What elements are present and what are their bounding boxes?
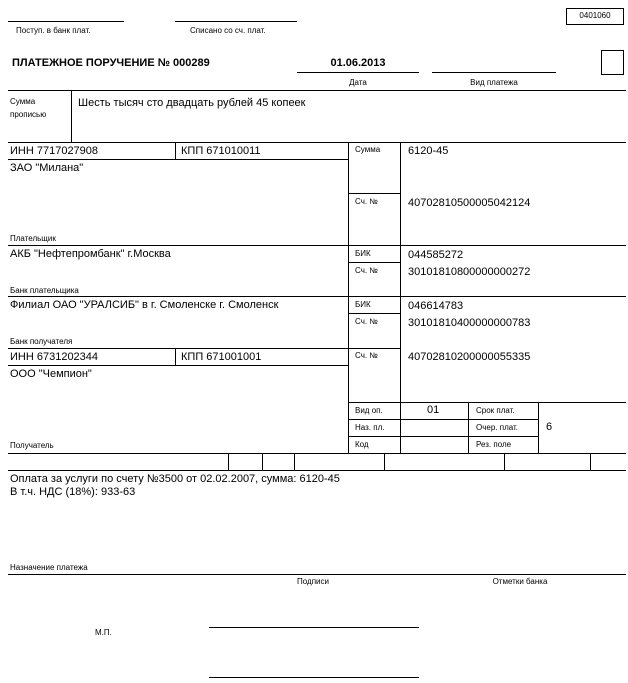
- payee-account-bottom-line: [348, 402, 626, 403]
- payer-bik-line: [348, 262, 400, 263]
- tax-row-bottom-line: [8, 470, 626, 471]
- payee-account: 40702810200000055335: [408, 351, 531, 363]
- payer-account: 40702810500005042124: [408, 197, 531, 209]
- tax-cell-divider-4: [384, 453, 385, 470]
- purpose-bottom-line: [8, 574, 626, 575]
- payee-corr: 30101810400000000783: [408, 317, 531, 329]
- grid-line-bottom: [8, 453, 626, 454]
- signature-line-2: [209, 677, 419, 678]
- date-label: Дата: [349, 78, 367, 87]
- op-type-line: [348, 419, 538, 420]
- payer-name: ЗАО "Милана": [10, 162, 84, 174]
- payee-name: ООО "Чемпион": [10, 368, 92, 380]
- tax-cell-divider-2: [262, 453, 263, 470]
- payer-bottom-line: [8, 245, 626, 246]
- payer-bik-label: БИК: [355, 249, 371, 258]
- bottom-mid-divider: [468, 402, 469, 453]
- payee-bank-label: Банк получателя: [10, 337, 73, 346]
- received-line: [8, 21, 124, 22]
- payee-bik: 046614783: [408, 300, 464, 312]
- op-type: 01: [427, 404, 440, 416]
- bottom-right-divider: [538, 402, 539, 453]
- debited-line: [175, 21, 297, 22]
- payer-corr-label: Сч. №: [355, 266, 378, 275]
- tax-cell-divider-6: [590, 453, 591, 470]
- payer-account-label: Сч. №: [355, 197, 378, 206]
- payer-bank-name: АКБ "Нефтепромбанк" г.Москва: [10, 248, 171, 260]
- grid-col-left-divider: [348, 142, 349, 453]
- priority-value: 6: [546, 421, 553, 433]
- payer-bank-label: Банк плательщика: [10, 286, 79, 295]
- amount-words-label-2: прописью: [10, 110, 47, 119]
- reserve-label: Рез. поле: [476, 440, 512, 449]
- tax-cell-divider-5: [504, 453, 505, 470]
- term-label: Срок плат.: [476, 406, 515, 415]
- bank-marks-label: Отметки банка: [492, 577, 548, 586]
- purpose-label: Назначение платежа: [10, 563, 88, 572]
- date-line: [297, 72, 419, 73]
- payer-inn: ИНН 7717027908: [10, 145, 99, 157]
- stamp-label: М.П.: [95, 628, 112, 637]
- grid-line-main-top: [8, 142, 626, 143]
- payer-label: Плательщик: [10, 234, 56, 243]
- payee-bik-label: БИК: [355, 300, 371, 309]
- payee-inn-kpp-divider: [175, 348, 176, 365]
- code-label: Код: [355, 440, 369, 449]
- payment-type-line: [432, 72, 556, 73]
- payer-inn-line: [8, 159, 348, 160]
- payee-bank-name: Филиал ОАО "УРАЛСИБ" в г. Смоленске г. Смоленск: [10, 299, 279, 311]
- payer-bank-bottom-line: [8, 296, 626, 297]
- sum-bottom-line: [348, 193, 400, 194]
- signatures-label: Подписи: [297, 577, 329, 586]
- amount-words-top-line: [8, 90, 626, 91]
- tax-cell-divider-1: [228, 453, 229, 470]
- received-label: Поступ. в банк плат.: [16, 26, 91, 35]
- payee-kpp: КПП 671001001: [181, 351, 262, 363]
- purpose-line-1: Оплата за услуги по счету №3500 от 02.02.2007, сумма: 6120-45: [10, 473, 340, 485]
- payer-kpp: КПП 671010011: [181, 145, 261, 157]
- grid-col-right-divider: [400, 142, 401, 453]
- payee-corr-label: Сч. №: [355, 317, 378, 326]
- payer-corr: 30101810800000000272: [408, 266, 531, 278]
- purpose-line-2: В т.ч. НДС (18%): 933-63: [10, 486, 136, 498]
- purpose-code-label: Наз. пл.: [355, 423, 385, 432]
- tax-cell-divider-3: [294, 453, 295, 470]
- sum-label: Сумма: [355, 145, 381, 154]
- payee-inn: ИНН 6731202344: [10, 351, 99, 363]
- payee-account-label: Сч. №: [355, 351, 378, 360]
- debited-label: Списано со сч. плат.: [190, 26, 266, 35]
- payer-bik: 044585272: [408, 249, 464, 261]
- op-type-label: Вид оп.: [355, 406, 383, 415]
- purpose-code-line: [348, 436, 538, 437]
- amount-words-divider: [71, 90, 72, 142]
- form-code: 0401060: [579, 11, 611, 20]
- code-square: [601, 50, 624, 75]
- payee-label: Получатель: [10, 441, 54, 450]
- payee-inn-line: [8, 365, 348, 366]
- amount-words-text: Шесть тысяч сто двадцать рублей 45 копеек: [78, 97, 306, 109]
- priority-label: Очер. плат.: [476, 423, 519, 432]
- signature-line-1: [209, 627, 419, 628]
- payer-inn-kpp-divider: [175, 142, 176, 159]
- payee-bank-bottom-line: [8, 348, 400, 349]
- order-date: 01.06.2013: [330, 57, 386, 69]
- sum-value: 6120-45: [408, 145, 449, 157]
- page-title: ПЛАТЕЖНОЕ ПОРУЧЕНИЕ № 000289: [12, 57, 210, 69]
- payment-type-label: Вид платежа: [470, 78, 518, 87]
- payee-bik-line: [348, 313, 400, 314]
- amount-words-label-1: Сумма: [10, 97, 36, 106]
